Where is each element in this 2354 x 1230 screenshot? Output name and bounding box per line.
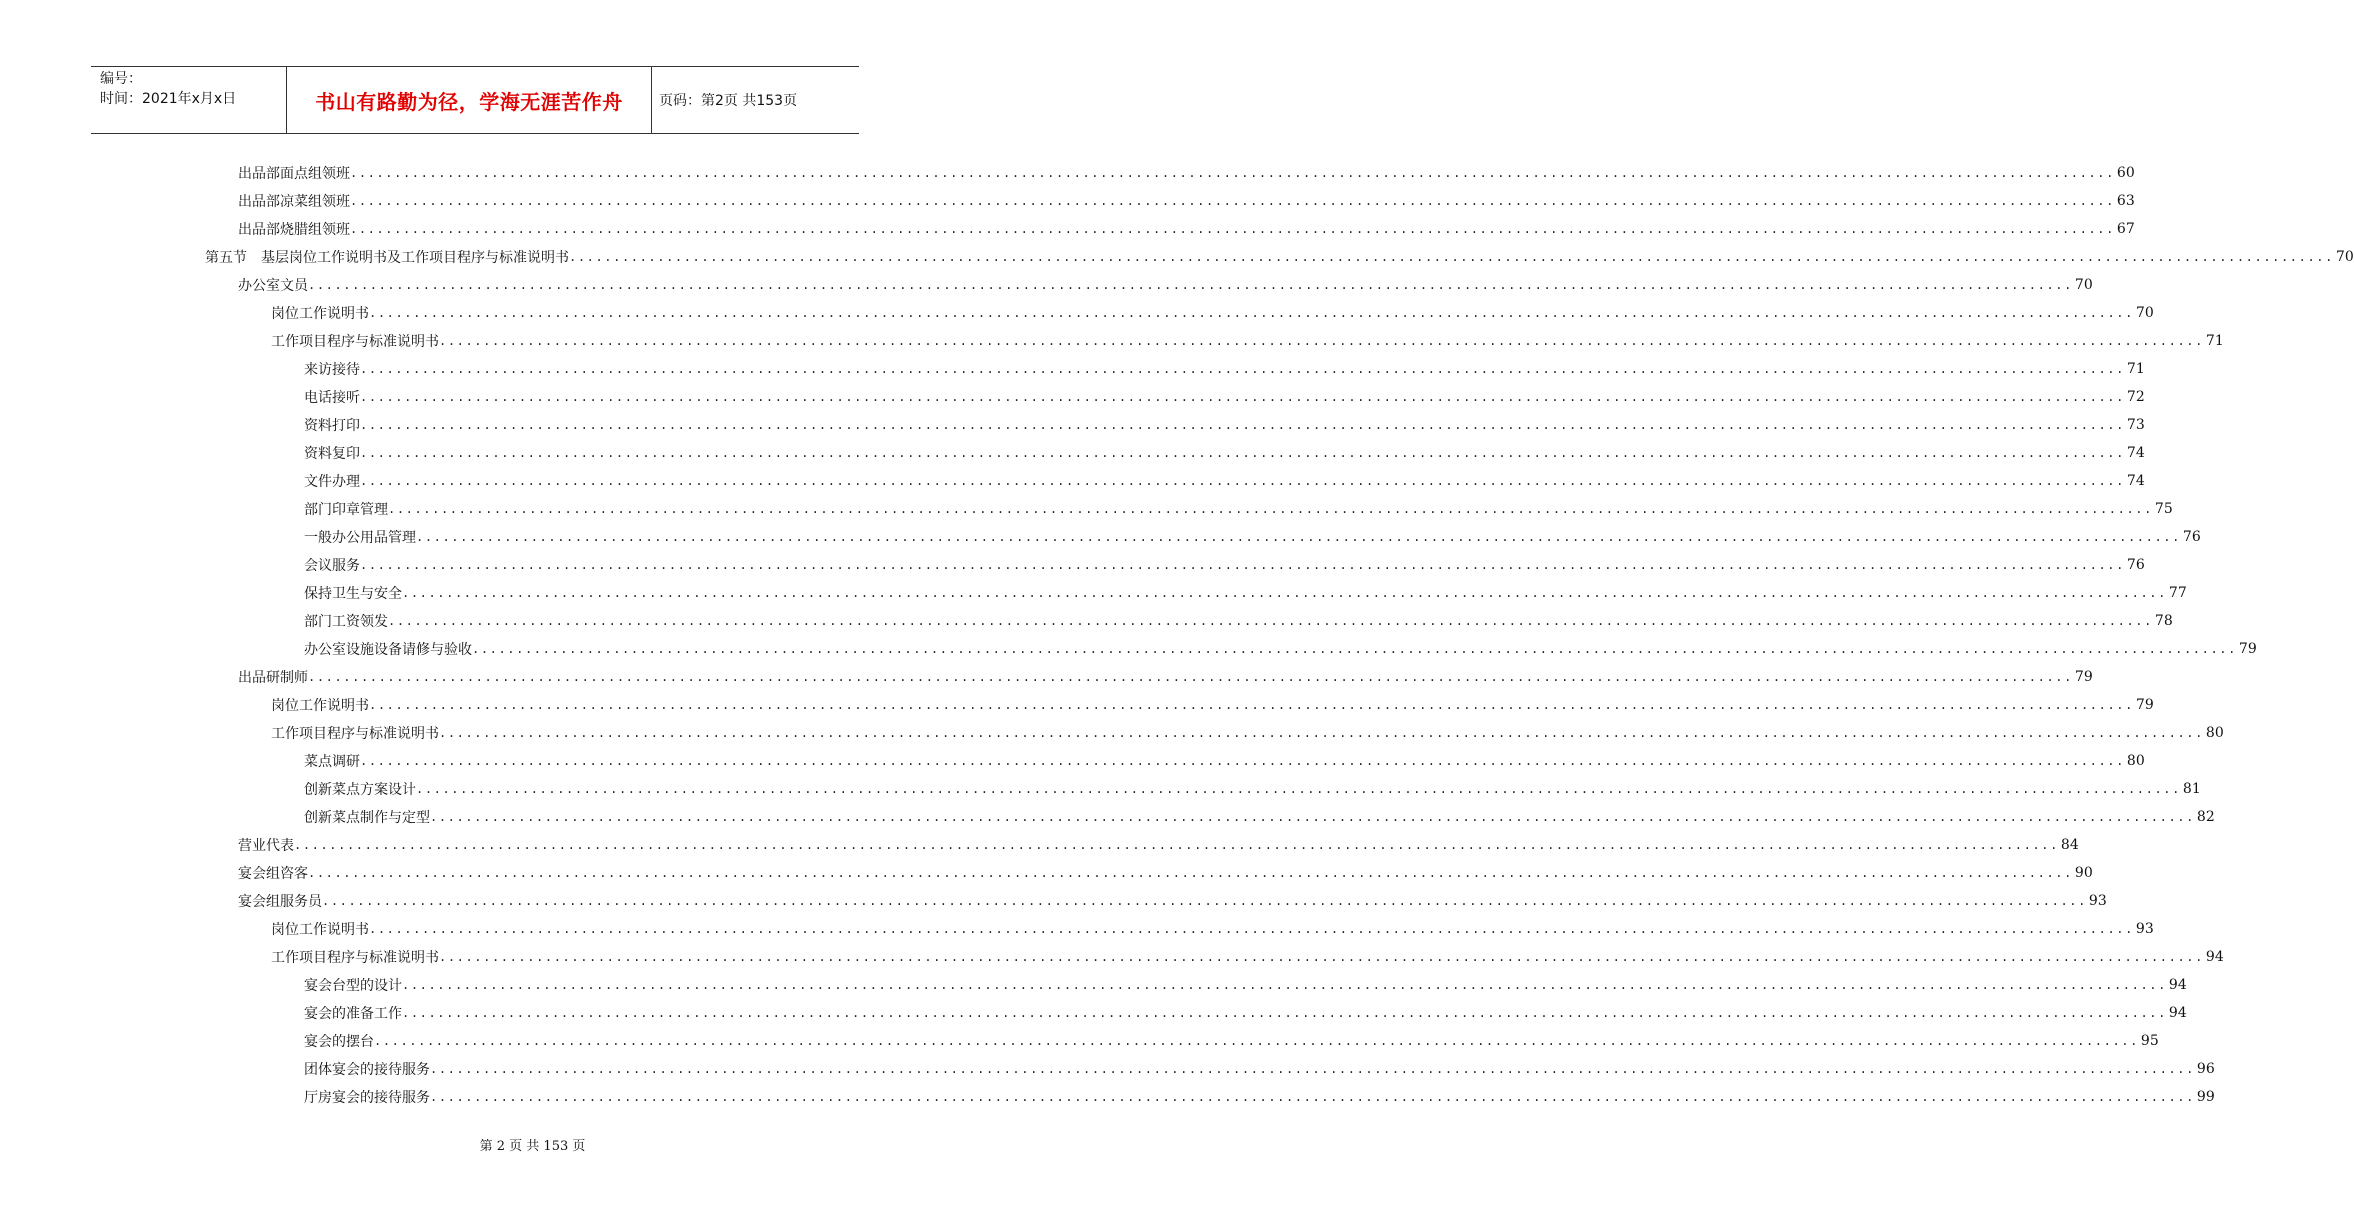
toc-entry[interactable] bbox=[271, 691, 2154, 719]
page-code-text: 页码：第2页 共153页 bbox=[659, 93, 798, 109]
toc-entry-title: 创新菜点方案设计 bbox=[304, 782, 416, 798]
toc-dot-leader: ........................................................................................................................................................................................................ bbox=[360, 446, 2125, 460]
toc-dot-leader: ........................................................................................................................................................................................................ bbox=[308, 866, 2073, 880]
toc-entry-title: 厅房宴会的接待服务 bbox=[304, 1090, 430, 1106]
toc-entry[interactable] bbox=[238, 187, 2135, 215]
toc-entry-page: 79 bbox=[2238, 641, 2257, 657]
toc-entry[interactable] bbox=[304, 383, 2145, 411]
toc-dot-leader: ........................................................................................................................................................................................................ bbox=[416, 530, 2181, 544]
toc-entry[interactable] bbox=[304, 1083, 2215, 1111]
toc-entry-title: 出品部凉菜组领班 bbox=[238, 194, 350, 210]
toc-entry-page: 77 bbox=[2168, 585, 2187, 601]
toc-entry-page: 67 bbox=[2116, 221, 2135, 237]
toc-entry-page: 76 bbox=[2126, 557, 2145, 573]
toc-dot-leader: ........................................................................................................................................................................................................ bbox=[472, 642, 2237, 656]
toc-entry[interactable] bbox=[304, 803, 2215, 831]
toc-entry[interactable] bbox=[304, 1027, 2159, 1055]
toc-dot-leader: ........................................................................................................................................................................................................ bbox=[430, 810, 2195, 824]
toc-dot-leader: ........................................................................................................................................................................................................ bbox=[350, 194, 2115, 208]
toc-entry-title: 出品部面点组领班 bbox=[238, 166, 350, 182]
toc-entry[interactable] bbox=[238, 663, 2093, 691]
toc-entry[interactable] bbox=[271, 943, 2224, 971]
toc-entry-title: 工作项目程序与标准说明书 bbox=[271, 950, 439, 966]
footer-page-number: 第 2 页 共 153 页 bbox=[479, 1139, 586, 1154]
page-header bbox=[91, 66, 859, 134]
toc-entry[interactable] bbox=[304, 439, 2145, 467]
toc-entry[interactable] bbox=[304, 607, 2173, 635]
toc-entry[interactable] bbox=[205, 243, 2354, 271]
toc-entry[interactable] bbox=[271, 915, 2154, 943]
toc-entry-title: 文件办理 bbox=[304, 474, 360, 490]
toc-entry-page: 74 bbox=[2126, 473, 2145, 489]
toc-entry-title: 部门印章管理 bbox=[304, 502, 388, 518]
toc-entry-title: 菜点调研 bbox=[304, 754, 360, 770]
toc-dot-leader: ........................................................................................................................................................................................................ bbox=[439, 950, 2204, 964]
toc-entry[interactable] bbox=[304, 635, 2257, 663]
toc-entry-page: 94 bbox=[2168, 1005, 2187, 1021]
toc-entry[interactable] bbox=[238, 271, 2093, 299]
toc-entry-title: 会议服务 bbox=[304, 558, 360, 574]
toc-dot-leader: ........................................................................................................................................................................................................ bbox=[322, 894, 2087, 908]
toc-entry[interactable] bbox=[304, 551, 2145, 579]
toc-entry-title: 工作项目程序与标准说明书 bbox=[271, 334, 439, 350]
toc-entry-page: 70 bbox=[2135, 305, 2154, 321]
toc-entry-title: 电话接听 bbox=[304, 390, 360, 406]
toc-entry-page: 81 bbox=[2182, 781, 2201, 797]
toc-entry[interactable] bbox=[238, 859, 2093, 887]
toc-entry-title: 办公室文员 bbox=[238, 278, 308, 294]
toc-entry-title: 部门工资领发 bbox=[304, 614, 388, 630]
toc-entry-page: 99 bbox=[2196, 1089, 2215, 1105]
toc-dot-leader: ........................................................................................................................................................................................................ bbox=[308, 278, 2073, 292]
toc-entry[interactable] bbox=[271, 299, 2154, 327]
toc-dot-leader: ........................................................................................................................................................................................................ bbox=[416, 782, 2181, 796]
toc-entry[interactable] bbox=[304, 411, 2145, 439]
toc-entry-title: 宴会台型的设计 bbox=[304, 978, 402, 994]
toc-entry-page: 80 bbox=[2126, 753, 2145, 769]
toc-dot-leader: ........................................................................................................................................................................................................ bbox=[430, 1090, 2195, 1104]
toc-dot-leader: ........................................................................................................................................................................................................ bbox=[439, 726, 2204, 740]
toc-dot-leader: ........................................................................................................................................................................................................ bbox=[294, 838, 2059, 852]
toc-entry-title: 宴会的准备工作 bbox=[304, 1006, 402, 1022]
toc-entry-page: 72 bbox=[2126, 389, 2145, 405]
toc-entry-page: 76 bbox=[2182, 529, 2201, 545]
toc-entry-page: 60 bbox=[2116, 165, 2135, 181]
toc-entry-title: 宴会组咨客 bbox=[238, 866, 308, 882]
toc-dot-leader: ........................................................................................................................................................................................................ bbox=[388, 614, 2153, 628]
toc-entry[interactable] bbox=[304, 747, 2145, 775]
toc-entry-page: 63 bbox=[2116, 193, 2135, 209]
toc-entry[interactable] bbox=[271, 327, 2224, 355]
toc-entry-title: 岗位工作说明书 bbox=[271, 922, 369, 938]
toc-dot-leader: ........................................................................................................................................................................................................ bbox=[388, 502, 2153, 516]
toc-entry-page: 93 bbox=[2088, 893, 2107, 909]
toc-dot-leader: ........................................................................................................................................................................................................ bbox=[308, 670, 2073, 684]
toc-entry-page: 94 bbox=[2168, 977, 2187, 993]
toc-dot-leader: ........................................................................................................................................................................................................ bbox=[360, 362, 2125, 376]
toc-dot-leader: ........................................................................................................................................................................................................ bbox=[569, 250, 2334, 264]
toc-entry[interactable] bbox=[304, 971, 2187, 999]
motto: 书山有路勤为径，学海无涯苦作舟 bbox=[315, 89, 623, 114]
toc-entry-title: 营业代表 bbox=[238, 838, 294, 854]
toc-entry-page: 94 bbox=[2205, 949, 2224, 965]
toc-entry[interactable] bbox=[304, 355, 2145, 383]
toc-entry-page: 79 bbox=[2135, 697, 2154, 713]
toc-entry-title: 第五节 基层岗位工作说明书及工作项目程序与标准说明书 bbox=[205, 250, 569, 266]
toc-dot-leader: ........................................................................................................................................................................................................ bbox=[369, 306, 2134, 320]
toc-dot-leader: ........................................................................................................................................................................................................ bbox=[439, 334, 2204, 348]
toc-entry-page: 80 bbox=[2205, 725, 2224, 741]
toc-entry-page: 70 bbox=[2074, 277, 2093, 293]
toc-entry[interactable] bbox=[238, 887, 2107, 915]
header-motto-cell bbox=[286, 67, 652, 133]
toc-dot-leader: ........................................................................................................................................................................................................ bbox=[369, 698, 2134, 712]
toc-entry[interactable] bbox=[238, 831, 2079, 859]
toc-entry-page: 82 bbox=[2196, 809, 2215, 825]
toc-dot-leader: ........................................................................................................................................................................................................ bbox=[360, 418, 2125, 432]
toc-entry[interactable] bbox=[304, 1055, 2215, 1083]
toc-entry[interactable] bbox=[238, 159, 2135, 187]
toc-dot-leader: ........................................................................................................................................................................................................ bbox=[369, 922, 2134, 936]
toc-dot-leader: ........................................................................................................................................................................................................ bbox=[350, 166, 2115, 180]
toc-entry-title: 宴会的摆台 bbox=[304, 1034, 374, 1050]
toc-entry-title: 来访接待 bbox=[304, 362, 360, 378]
document-date: 时间：2021年x月x日 bbox=[100, 91, 237, 107]
toc-entry-page: 90 bbox=[2074, 865, 2093, 881]
toc-entry-title: 资料打印 bbox=[304, 418, 360, 434]
toc-entry-page: 71 bbox=[2205, 333, 2224, 349]
document-number-label: 编号： bbox=[100, 71, 142, 87]
toc-entry[interactable] bbox=[304, 467, 2145, 495]
toc-dot-leader: ........................................................................................................................................................................................................ bbox=[430, 1062, 2195, 1076]
toc-entry-title: 保持卫生与安全 bbox=[304, 586, 402, 602]
toc-entry-title: 一般办公用品管理 bbox=[304, 530, 416, 546]
toc-dot-leader: ........................................................................................................................................................................................................ bbox=[402, 978, 2167, 992]
toc-dot-leader: ........................................................................................................................................................................................................ bbox=[360, 754, 2125, 768]
toc-entry-page: 79 bbox=[2074, 669, 2093, 685]
toc-dot-leader: ........................................................................................................................................................................................................ bbox=[360, 558, 2125, 572]
toc-dot-leader: ........................................................................................................................................................................................................ bbox=[402, 586, 2167, 600]
toc-dot-leader: ........................................................................................................................................................................................................ bbox=[402, 1006, 2167, 1020]
toc-entry-title: 工作项目程序与标准说明书 bbox=[271, 726, 439, 742]
toc-entry-page: 75 bbox=[2154, 501, 2173, 517]
toc-dot-leader: ........................................................................................................................................................................................................ bbox=[374, 1034, 2139, 1048]
toc-entry[interactable] bbox=[304, 579, 2187, 607]
toc-entry[interactable] bbox=[304, 775, 2201, 803]
toc-entry-title: 资料复印 bbox=[304, 446, 360, 462]
header-page-code bbox=[650, 67, 859, 133]
toc-entry-title: 团体宴会的接待服务 bbox=[304, 1062, 430, 1078]
toc-entry-page: 78 bbox=[2154, 613, 2173, 629]
toc-entry[interactable] bbox=[271, 719, 2224, 747]
toc-entry-title: 创新菜点制作与定型 bbox=[304, 810, 430, 826]
toc-entry-page: 73 bbox=[2126, 417, 2145, 433]
toc-dot-leader: ........................................................................................................................................................................................................ bbox=[350, 222, 2115, 236]
toc-entry[interactable] bbox=[238, 215, 2135, 243]
toc-dot-leader: ........................................................................................................................................................................................................ bbox=[360, 390, 2125, 404]
toc-entry-title: 出品研制师 bbox=[238, 670, 308, 686]
toc-entry-page: 71 bbox=[2126, 361, 2145, 377]
toc-entry-title: 宴会组服务员 bbox=[238, 894, 322, 910]
toc-dot-leader: ........................................................................................................................................................................................................ bbox=[360, 474, 2125, 488]
toc-entry-page: 96 bbox=[2196, 1061, 2215, 1077]
page-footer bbox=[0, 1135, 950, 1154]
toc-entry[interactable] bbox=[304, 999, 2187, 1027]
toc-entry[interactable] bbox=[304, 523, 2201, 551]
toc-entry-page: 84 bbox=[2060, 837, 2079, 853]
toc-entry-title: 出品部烧腊组领班 bbox=[238, 222, 350, 238]
toc-entry-page: 70 bbox=[2335, 249, 2354, 265]
toc-entry[interactable] bbox=[304, 495, 2173, 523]
toc-entry-title: 岗位工作说明书 bbox=[271, 698, 369, 714]
toc-entry-title: 办公室设施设备请修与验收 bbox=[304, 642, 472, 658]
toc-entry-page: 74 bbox=[2126, 445, 2145, 461]
toc-entry-page: 93 bbox=[2135, 921, 2154, 937]
toc-entry-title: 岗位工作说明书 bbox=[271, 306, 369, 322]
header-meta bbox=[91, 67, 286, 133]
toc-entry-page: 95 bbox=[2140, 1033, 2159, 1049]
